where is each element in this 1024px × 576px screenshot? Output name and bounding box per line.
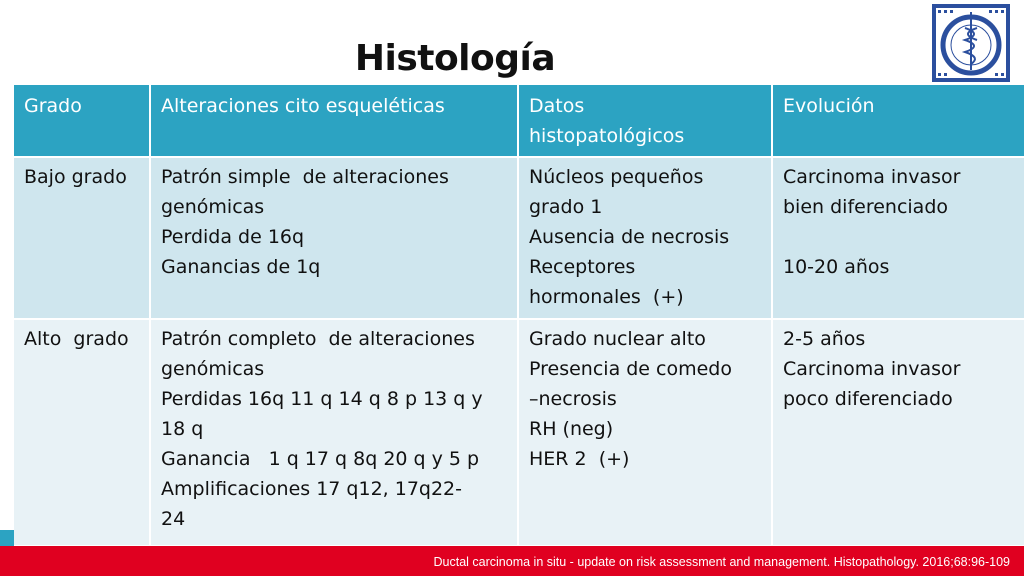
cell-grado: Bajo grado [14,157,150,319]
header-datos: Datos histopatológicos [518,85,772,157]
citation-text: Ductal carcinoma in situ - update on risk assessment and management. Histopathology. 2016;68:96-109 [433,555,1010,569]
table-row [14,157,1024,319]
histology-table [14,85,1024,545]
header-evolucion: Evolución [772,85,1024,157]
left-accent-bar [0,530,14,546]
cell-alteraciones: Patrón completo de alteraciones genómicas Perdidas 16q 11 q 14 q 8 p 13 q y 18 q Ganancia 1 q 17 q 8q 20 q y 5 p Amplificaciones 17 q12, 17q22- 24 [150,319,518,545]
cell-grado: Alto grado [14,319,150,545]
header-alteraciones: Alteraciones cito esqueléticas [150,85,518,157]
cell-alteraciones: Patrón simple de alteraciones genómicas Perdida de 16q Ganancias de 1q [150,157,518,319]
cell-datos: Grado nuclear alto Presencia de comedo –necrosis RH (neg) HER 2 (+) [518,319,772,545]
header-grado: Grado [14,85,150,157]
table-header-row [14,85,1024,157]
institution-logo [932,4,1010,82]
cell-evolucion: 2-5 años Carcinoma invasor poco diferenciado [772,319,1024,545]
table-row [14,319,1024,545]
cell-datos: Núcleos pequeños grado 1 Ausencia de necrosis Receptores hormonales (+) [518,157,772,319]
cell-evolucion: Carcinoma invasor bien diferenciado 10-20 años [772,157,1024,319]
slide-title: Histología [354,38,556,79]
caduceus-icon [965,12,977,70]
